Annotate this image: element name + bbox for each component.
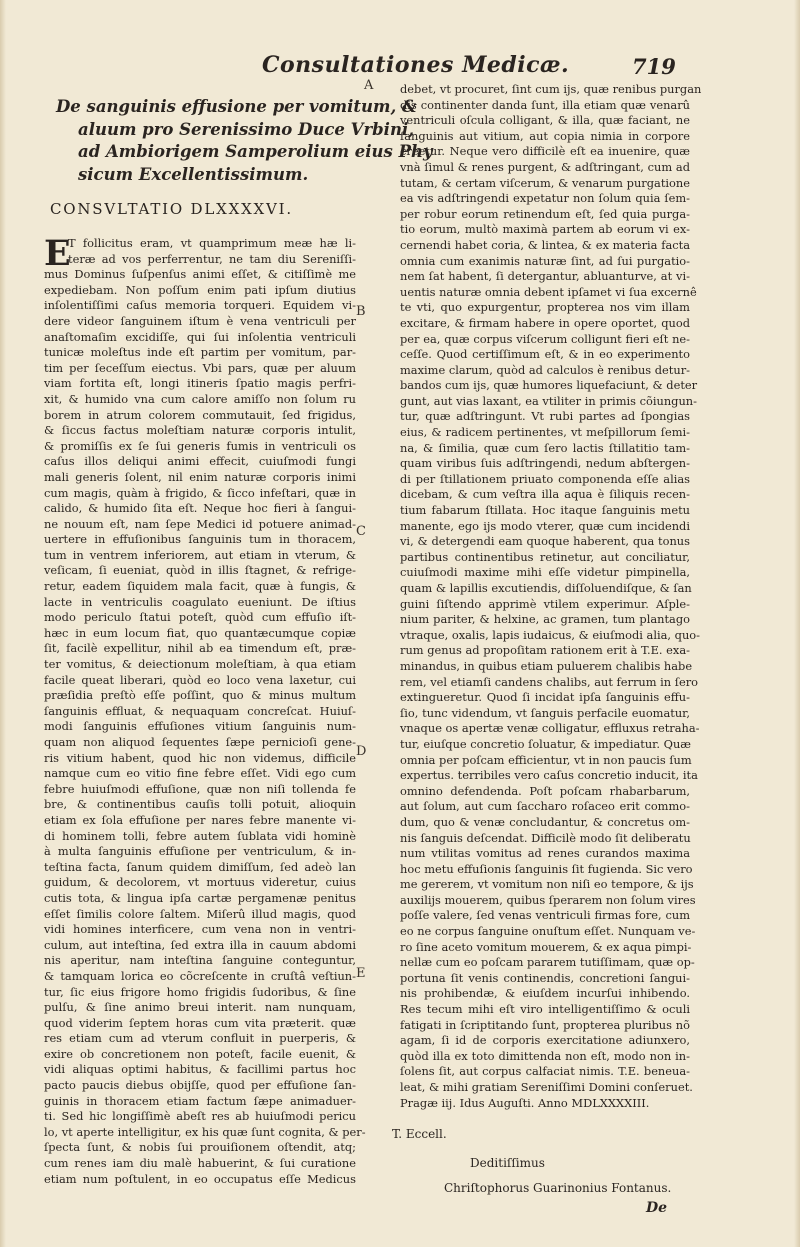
left-text-line: præſidia preſtò eſſe poſſint, quo & minus multum xyxy=(44,688,356,703)
left-text-line: & tamquam lorica eo cõcreſcente in cruſtâ veſtiun- xyxy=(44,968,356,983)
right-text-line: tio eorum, multò maximà partem ab eorum vi ex- xyxy=(400,222,690,237)
left-text-line: inſolentiſſimi caſus memoria torqueri. Equidem vi- xyxy=(44,298,356,313)
right-text-line: rum genus ad propoſitam rationem erit à T.E. exa- xyxy=(400,643,690,658)
left-text-line: T follicitus eram, vt quamprimum meæ hæ li- xyxy=(68,236,356,250)
left-text-line: teſtina facta, ſanum quidem dimiſſum, ſed adeò lan xyxy=(44,859,356,874)
heading-line: sicum Excellentissimum. xyxy=(78,164,309,184)
right-text-line: poſſe valere, ſed venas ventriculi firmas fore, cum xyxy=(400,908,690,923)
right-text-line: di per ſtillationem priuato componenda eſſe alias xyxy=(400,471,690,486)
margin-letter-d: D xyxy=(356,744,367,759)
left-text-line: quod viderim ſeptem horas cum vita præterit. quæ xyxy=(44,1015,356,1030)
right-text-line: quam & lapillis excutiendis, diſſoluendiſque, & ſan xyxy=(400,581,692,595)
left-text-line: ter vomitus, & deiectionum moleſtiam, à qua etiam xyxy=(44,657,356,672)
right-text-line: bandos cum ijs, quæ humores liquefaciunt, & deter xyxy=(400,378,698,393)
right-text-line: ventriculi oſcula colligant, & illa, quæ faciant, ne xyxy=(400,113,690,128)
left-text-line: xit, & humido vna cum calore amiſſo non ſolum ru xyxy=(44,391,356,406)
left-text-line: ſpecta ſunt, & nobis ſui prouiſionem oſtendit, atq; xyxy=(44,1140,356,1155)
right-text-line: cuiuſmodi maxime mihi eſſe videtur pimpinella, xyxy=(400,565,690,580)
left-text-line: borem in atrum colorem commutauit, ſed frigidus, xyxy=(44,407,356,422)
left-text-line: modi ſanguinis effuſiones vitium ſanguinis num- xyxy=(44,719,356,734)
right-text-line: ro ſine aceto vomitum mouerem, & ex aqua pimpi- xyxy=(400,939,692,954)
right-text-line: maxime clarum, quòd ad calculos è renibus detur- xyxy=(400,362,690,377)
right-text-line: Res tecum mihi eſt viro intelligentiſſimo & oculi xyxy=(400,1002,690,1017)
right-text-line: vi, & detergendi eam quoque haberent, qua tonus xyxy=(400,534,690,549)
left-text-line: viam fortita eſt, longi itineris ſpatio magis perfri- xyxy=(44,376,356,391)
catchword: De xyxy=(646,1200,668,1216)
right-text-line: manente, ego ijs modo vterer, quæ cum incidendi xyxy=(400,518,690,533)
left-text-line: dere videor ſanguinem iſtum è vena ventriculi per xyxy=(44,313,356,328)
left-text-line: exire ob concretionem non poteſt, facile euenit, & xyxy=(44,1046,356,1061)
left-text-line: hæc in eum locum fiat, quo quantæcumque copiæ xyxy=(44,625,356,640)
right-text-line: excitare, & firmam habere in opere oportet, quod xyxy=(400,315,690,330)
right-text-line: nellæ cum eo poſcam pararem tutiſſimam, quæ op- xyxy=(400,955,695,970)
right-text-line: tium fabarum ſtillata. Hoc itaque ſanguinis metu xyxy=(400,503,690,518)
right-text-line: omnino defendenda. Poſt poſcam rhabarbarum, xyxy=(400,783,690,798)
page-header xyxy=(0,50,800,84)
right-text-line: na, & ſimilia, quæ cum ſero lactis ſtillatitio tam- xyxy=(400,440,690,455)
right-text-line: auxilijs mouerem, quibus ſperarem non ſolum vires xyxy=(400,892,696,907)
left-text-line: cutis tota, & lingua ipſa cartæ pergamenæ penitus xyxy=(44,890,356,905)
left-text-line: res etiam cum ad vterum confluit in puerperis, & xyxy=(44,1031,356,1046)
left-text-line: culum, aut inteſtina, ſed extra illa in cauum abdomi xyxy=(44,937,356,952)
left-text-line: teræ ad vos perferrentur, ne tam diu Sereniſſi- xyxy=(68,251,356,266)
right-text-line: me gererem, vt vomitum non niſi eo tempore, & ijs xyxy=(400,877,694,892)
left-text-line: ne nouum eſt, nam ſepe Medici id potuere animad- xyxy=(44,516,356,531)
right-text-line: quòd illa ex toto dimittenda non eſt, modo non in- xyxy=(400,1048,690,1063)
page-edge-right xyxy=(794,0,800,1247)
closing-signature: Chriſtophorus Guarinonius Fontanus. xyxy=(444,1181,672,1196)
left-text-line: namque cum eo vitio fine febre eſſet. Vidi ego cum xyxy=(44,766,356,781)
right-text-line: nis prohibendæ, & eiuſdem incurſui inhibendo. xyxy=(400,986,690,1001)
left-text-line: eſſet ſimilis colore ſaltem. Miſerû illud magis, quod xyxy=(44,906,356,921)
right-text-line: fatigati in ſcriptitando ſunt, propterea pluribus nõ xyxy=(400,1017,690,1032)
left-text-line: anaſtomaſim excidiſſe, qui ſui inſolentia ventriculi xyxy=(44,329,356,344)
right-text-line: dum, quo & venæ concludantur, & concretus om- xyxy=(400,814,690,829)
right-text-line: per ea, quæ corpus viſcerum colligunt fieri eſt ne- xyxy=(400,331,690,346)
right-text-line: ſanguinis aut vitium, aut copia nimia in corpore xyxy=(400,128,690,143)
right-text-line: dicebam, & cum veſtra illa aqua è ſiliquis recen- xyxy=(400,487,690,502)
right-text-line: minandus, in quibus etiam puluerem chalibis habe xyxy=(400,658,693,673)
right-column xyxy=(392,82,702,1198)
right-text-line: ea vis adſtringendi expetatur non ſolum quia ſem- xyxy=(400,191,690,206)
left-text-line: ſit, facilè expellitur, nihil ab ea timendum eſt, præ- xyxy=(44,641,356,656)
left-text-line: calido, & humido ſita eſt. Neque hoc fieri à ſangui- xyxy=(44,501,356,516)
left-text-line: & promiſſis ex ſe ſui generis fumis in ventriculi os xyxy=(44,438,356,453)
left-text-line: tur, ſic eius frigore homo frigidis ſudoribus, & ſine xyxy=(44,984,356,999)
left-column-text xyxy=(44,233,366,1187)
right-text-line: eo ne corpus ſanguine onuſtum eſſet. Nunquam ve- xyxy=(400,924,696,939)
left-text-line: uertere in effuſionibus ſanguinis tum in thoracem, xyxy=(44,532,356,547)
left-text-line: tum in ventrem inferiorem, aut etiam in vterum, & xyxy=(44,547,356,562)
right-text-line: leat, & mihi gratiam Sereniſſimi Domini conſeruet. xyxy=(400,1080,693,1094)
right-text-line: hoc metu effuſionis ſanguinis ſit fugienda. Sic vero xyxy=(400,861,693,876)
left-text-line: tim per ſeceſſum eiectus. Vbi pars, quæ per aluum xyxy=(44,360,356,375)
left-text-line: vidi homines interficere, cum vena non in ventri- xyxy=(44,922,356,937)
left-text-line: guinis in thoracem etiam factum ſæpe animaduer- xyxy=(44,1093,356,1108)
right-text-line: tutam, & certam viſcerum, & venarum purgatione xyxy=(400,175,690,190)
right-text-line: nium pariter, & helxine, ac gramen, tum plantago xyxy=(400,612,690,627)
right-text-line: expertus. terribiles vero caſus concretio inducit, ita xyxy=(400,768,698,783)
left-text-line: guidum, & decolorem, vt mortuus videretur, cuius xyxy=(44,875,356,890)
right-text-line: quam viribus ſuis adſtringendi, nedum abſtergen- xyxy=(400,456,690,471)
margin-letter-a: A xyxy=(364,78,374,93)
left-text-line: mali generis ſolent, nil enim naturæ corporis inimi xyxy=(44,469,356,484)
left-text-line: mus Dominus ſuſpenſus animi eſſet, & citiſſimè me xyxy=(44,267,356,282)
left-text-line: pulſu, & ſine animo breui interit. nam nunquam, xyxy=(44,1000,356,1015)
heading-line: aluum pro Serenissimo Duce Vrbini, xyxy=(78,119,414,139)
left-text-line: etiam ex ſola effuſione per nares febre manente vi- xyxy=(44,812,356,827)
left-text-line: di hominem tolli, febre autem ſublata vidi hominè xyxy=(44,828,356,843)
margin-letter-e: E xyxy=(356,966,366,981)
right-text-line: num vtilitas vomitus ad renes curandos maxima xyxy=(400,846,690,861)
left-text-line: lo, vt aperte intelligitur, ex his quæ ſunt cognita, & per- xyxy=(44,1124,366,1139)
closing-salutation: T. Eccell. xyxy=(392,1127,447,1142)
right-text-line: ceſſe. Quod certiſſimum eſt, & in eo experimento xyxy=(400,347,690,362)
left-text-line: à multa ſanguinis effuſione per ventriculum, & in- xyxy=(44,844,356,859)
right-text-line: vnaque os apertæ venæ colligatur, effluxus retraha- xyxy=(400,721,700,736)
right-text-line: gunt, aut vias laxant, ea vtiliter in primis cõiungun- xyxy=(400,393,697,408)
right-text-line: dis continenter danda ſunt, illa etiam quæ venarû xyxy=(400,97,690,112)
right-text-line: creetur. Neque vero difficilè eſt ea inuenire, quæ xyxy=(400,144,690,159)
right-text-line: extingueretur. Quod ſi incidat ipſa ſanguinis effu- xyxy=(400,690,690,705)
right-text-line: rem, vel etiamſi candens chalibs, aut ferrum in ſero xyxy=(400,674,699,689)
left-text-line: cum renes iam diu malè habuerint, & ſui curatione xyxy=(44,1156,356,1171)
left-text-line: & ſiccus factus moleſtiam naturæ corporis intulit, xyxy=(44,423,356,438)
right-text-line: eius, & radicem pertinentes, vt meſpillorum ſemi- xyxy=(400,425,690,440)
right-text-line: debet, vt procuret, ſint cum ijs, quæ renibus purgan xyxy=(400,82,702,96)
right-text-line: tur, eiuſque concretio ſoluatur, & impediatur. Quæ xyxy=(400,736,691,751)
left-text-line: vidi aliquas optimi habitus, & facillimi partus hoc xyxy=(44,1062,356,1077)
left-text-line: etiam num poſtulent, in eo occupatus eſſe Medicus xyxy=(44,1171,356,1186)
right-text-line: vtraque, oxalis, lapis iudaicus, & eiuſmodi alia, quo- xyxy=(400,627,700,642)
left-text-line: retur, eadem ſiquidem mala facit, quæ à fungis, & xyxy=(44,579,356,594)
left-text-line: facile queat liberari, quòd eo loco vena laxetur, cui xyxy=(44,672,356,687)
left-text-line: bre, & continentibus cauſis tolli potuit, alioquin xyxy=(44,797,356,812)
left-text-line: caſus illos deliqui animi effecit, cuiuſmodi fungi xyxy=(44,454,356,469)
right-text-line: tur, quæ adſtringunt. Vt rubi partes ad ſpongias xyxy=(400,409,690,424)
left-text-line: cum magis, quàm à frigido, & ſicco infeſtari, quæ in xyxy=(44,485,356,500)
left-text-line: nis aperitur, nam inteſtina ſanguine conteguntur, xyxy=(44,953,356,968)
left-text-line: quam non aliquod ſequentes ſæpe pernicioſi gene- xyxy=(44,735,356,749)
right-text-line: portuna ſit venis continendis, concretioni ſangui- xyxy=(400,970,690,985)
left-text-line: veſicam, ſi eueniat, quòd in illis ſtagnet, & refrige- xyxy=(44,563,356,578)
consultation-heading xyxy=(56,96,433,186)
right-text-line: te vti, quo expurgentur, propterea nos vim illam xyxy=(400,300,690,315)
running-title: Consultationes Medicæ. xyxy=(262,52,570,78)
page-number: 719 xyxy=(632,54,676,79)
heading-line: De sanguinis effusione per vomitum, & xyxy=(56,97,417,116)
right-text-line: ſolens ſit, aut corpus calfaciat nimis. T.E. beneua- xyxy=(400,1064,690,1079)
page-edge-left xyxy=(0,0,6,1247)
drop-cap: E xyxy=(44,233,71,274)
right-text-line: omnia cum exanimis naturæ ſint, ad ſui purgatio- xyxy=(400,253,690,268)
right-text-line: per robur eorum retinendum eſt, ſed quia purga- xyxy=(400,206,690,221)
right-text-line: ſio, tunc videndum, vt ſanguis perfacile euomatur, xyxy=(400,705,690,720)
right-text-line: aut ſolum, aut cum ſaccharo roſaceo erit commo- xyxy=(400,799,690,814)
right-text-line: omnia per poſcam efficientur, vt in non paucis ſum xyxy=(400,752,692,767)
left-text-line: tunicæ moleſtus inde eſt partim per vomitum, par- xyxy=(44,345,356,360)
left-text-line: expediebam. Non poſſum enim pati ipſum diutius xyxy=(44,282,356,297)
left-text-line: ti. Sed hic longiſſimè abeſt res ab huiuſmodi pericu xyxy=(44,1109,356,1124)
right-text-line: vnà ſimul & renes purgent, & adſtringant, cum ad xyxy=(400,159,690,174)
consultation-number: CONSVLTATIO DLXXXXVI. xyxy=(50,200,293,218)
right-text-line: uentis naturæ omnia debent ipſamet vi ſua excernê xyxy=(400,284,697,299)
left-text-line: ſanguinis effluat, & nequaquam concreſcat. Huiuſ- xyxy=(44,703,356,718)
right-text-line: cernendi habet coria, & lintea, & ex materia facta xyxy=(400,237,690,252)
right-text-line: agam, ſi id de corporis exercitatione adiunxero, xyxy=(400,1033,690,1048)
right-text-line: Pragæ iij. Idus Auguſti. Anno MDLXXXXIII. xyxy=(400,1095,650,1110)
left-text-line: pacto paucis diebus obijſſe, quod per effuſione ſan- xyxy=(44,1078,356,1093)
heading-line: ad Ambiorigem Samperolium eius Phy xyxy=(78,142,433,161)
right-text-line: guini ſiſtendo apprimè vtilem experimur. Aſple- xyxy=(400,596,690,611)
left-text-line: ris vitium habent, quod hic non videmus, difficile xyxy=(44,750,356,765)
margin-letter-c: C xyxy=(356,524,366,539)
right-text-line: nem ſat habent, ſi detergantur, abluanturve, at vi- xyxy=(400,269,690,284)
left-text-line: lacte in ventriculis coagulato eueniunt. De iſtius xyxy=(44,594,356,609)
left-text-line: febre huiuſmodi effuſione, quæ non niſi tollenda fe xyxy=(44,781,356,796)
margin-letter-b: B xyxy=(356,304,366,319)
right-text-line: partibus continentibus retinetur, aut conciliatur, xyxy=(400,549,690,564)
right-column-text xyxy=(400,82,702,1111)
left-text-line: modo periculo ſtatui poteſt, quòd cum effuſio iſt- xyxy=(44,610,356,625)
right-text-line: nis ſanguis deſcendat. Difficilè modo ſit deliberatu xyxy=(400,830,691,845)
closing-devotion: Deditiſſimus xyxy=(470,1156,545,1171)
